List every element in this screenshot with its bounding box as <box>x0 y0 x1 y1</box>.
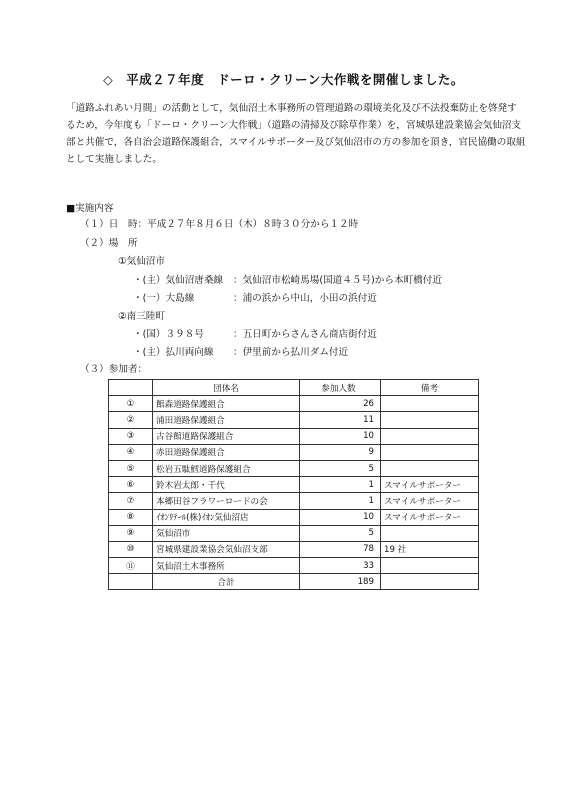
row-number: ③ <box>109 428 153 444</box>
route-name: ・(一）大島線 <box>133 293 195 304</box>
total-blank-cell <box>109 574 153 590</box>
row-number: ① <box>109 396 153 412</box>
route-detail: ：気仙沼市松崎馬場(国道４５号)から本町橋付近 <box>233 275 442 286</box>
participant-count: 33 <box>300 558 381 574</box>
table-row <box>109 477 479 493</box>
table-row <box>109 558 479 574</box>
row-number: ⑦ <box>109 493 153 509</box>
participant-count: 26 <box>300 396 381 412</box>
intro-paragraph: 「道路ふれあい月間」の活動として，気仙沼土木事務所の管理道路の環境美化及び不法投棄防止を啓発するため，今年度も「ドーロ・クリーン大作戦」（道路の清掃及び除草作業）を，宮城県建設業協会気仙沼支部と共催で，各自治会道路保護組合，スマイルサポーター及び気仙沼市の方の参加を頂き，官民協働の取組として実施しました。 <box>66 103 526 165</box>
participants-table <box>108 379 479 590</box>
total-remark-cell <box>381 574 479 590</box>
remark: スマイルサポーター <box>381 477 479 493</box>
column-header-count: 参加人数 <box>300 380 381 396</box>
participant-count: 1 <box>300 493 381 509</box>
section-heading: ■実施内容 <box>66 203 114 214</box>
organization-name: 気仙沼市 <box>153 525 300 541</box>
city-name: ①気仙沼市 <box>118 256 165 267</box>
table-row <box>109 460 479 476</box>
column-header-no <box>109 380 153 396</box>
route-item <box>133 326 377 340</box>
column-header-name: 団体名 <box>153 380 300 396</box>
remark <box>381 444 479 460</box>
total-label: 合計 <box>153 574 300 590</box>
table-row <box>109 428 479 444</box>
row-number: ④ <box>109 444 153 460</box>
row-number: ⑥ <box>109 477 153 493</box>
table-row <box>109 541 479 557</box>
route-name: ・(国）３９８号 <box>133 329 204 340</box>
participant-count: 9 <box>300 444 381 460</box>
organization-name: 気仙沼土木事務所 <box>153 558 300 574</box>
table-row <box>109 412 479 428</box>
city-name: ②南三陸町 <box>118 311 165 322</box>
route-name: ・(主）気仙沼唐桑線 <box>133 275 224 286</box>
participant-count: 5 <box>300 525 381 541</box>
table-header-row <box>109 380 479 396</box>
datetime-line: （１）日 時：平成２７年８月６日（木）８時３０分から１２時 <box>80 219 359 230</box>
table-row <box>109 444 479 460</box>
table-row <box>109 525 479 541</box>
place-heading: （２）場 所 <box>80 238 138 249</box>
remark <box>381 460 479 476</box>
participant-count: 1 <box>300 477 381 493</box>
participants-heading: （３）参加者： <box>80 364 148 375</box>
remark <box>381 396 479 412</box>
participant-count: 11 <box>300 412 381 428</box>
organization-name: 赤田道路保護組合 <box>153 444 300 460</box>
organization-name: 松岩五駄鱈道路保護組合 <box>153 460 300 476</box>
row-number: ⑩ <box>109 541 153 557</box>
organization-name: 宮城県建設業協会気仙沼支部 <box>153 541 300 557</box>
row-number: ⑤ <box>109 460 153 476</box>
table-row <box>109 396 479 412</box>
row-number: ⑪ <box>109 558 153 574</box>
route-name: ・(主）払川両向線 <box>133 347 214 358</box>
route-detail: ：伊里前から払川ダム付近 <box>233 347 349 358</box>
organization-name: 本郷田谷フラワーロードの会 <box>153 493 300 509</box>
organization-name: 浦田道路保護組合 <box>153 412 300 428</box>
remark <box>381 525 479 541</box>
route-item <box>133 344 349 358</box>
remark: 19 社 <box>381 541 479 557</box>
table-row <box>109 509 479 525</box>
remark: スマイルサポーター <box>381 493 479 509</box>
table-total-row <box>109 574 479 590</box>
route-item <box>133 290 377 304</box>
column-header-remark: 備考 <box>381 380 479 396</box>
remark <box>381 558 479 574</box>
participant-count: 78 <box>300 541 381 557</box>
organization-name: 鈴木岩太郎・千代 <box>153 477 300 493</box>
total-count: 189 <box>300 574 381 590</box>
participant-count: 5 <box>300 460 381 476</box>
participant-count: 10 <box>300 428 381 444</box>
row-number: ② <box>109 412 153 428</box>
table-row <box>109 493 479 509</box>
route-item <box>133 272 442 286</box>
participant-count: 10 <box>300 509 381 525</box>
remark <box>381 428 479 444</box>
route-detail: ：浦の浜から中山，小田の浜付近 <box>233 293 377 304</box>
page-title: ◇ 平成２７年度 ドーロ・クリーン大作戦を開催しました。 <box>103 72 464 87</box>
organization-name: ｲｵﾝﾘﾃｰﾙ(株)ｲｵﾝ気仙沼店 <box>153 509 300 525</box>
route-detail: ：五日町からさんさん商店街付近 <box>233 329 377 340</box>
organization-name: 館森道路保護組合 <box>153 396 300 412</box>
remark <box>381 412 479 428</box>
remark: スマイルサポーター <box>381 509 479 525</box>
row-number: ⑧ <box>109 509 153 525</box>
row-number: ⑨ <box>109 525 153 541</box>
organization-name: 古谷館道路保護組合 <box>153 428 300 444</box>
